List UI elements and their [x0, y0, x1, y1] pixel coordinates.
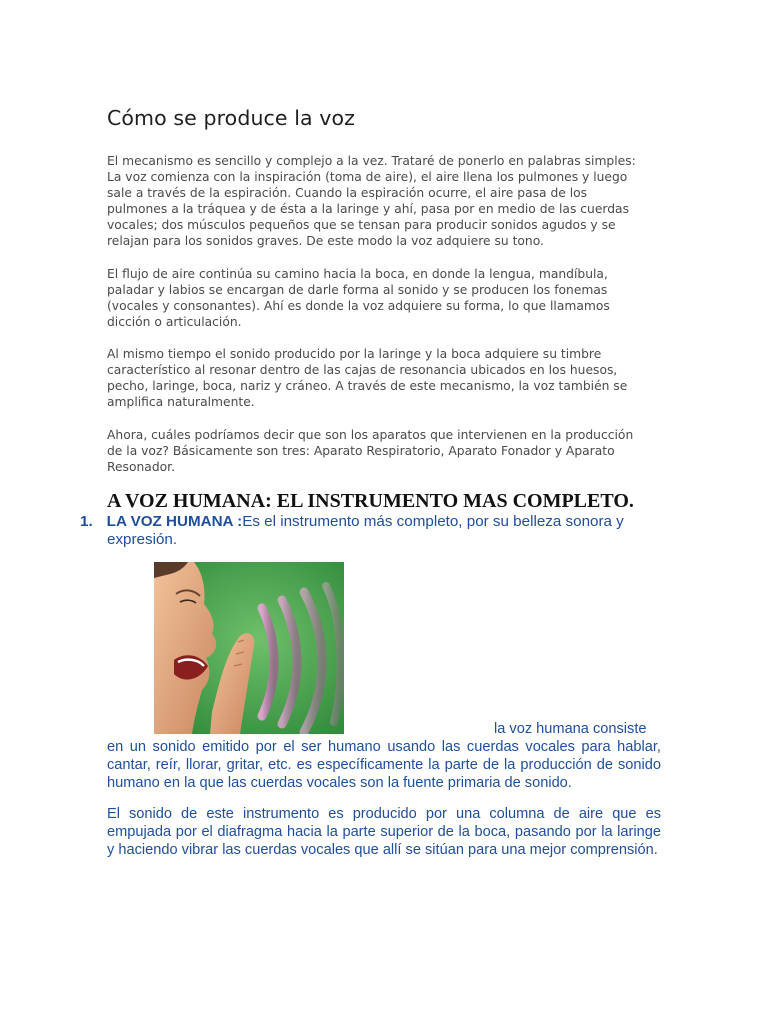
paragraph-apparatus: Ahora, cuáles podríamos decir que son los aparatos que intervienen en la producción de la voz? Básicamente son tres: Aparato Respiratorio, Aparato Fonador y Aparato Resonador.: [107, 428, 634, 474]
item-number: 1.: [80, 513, 93, 530]
paragraph-definition-body: en un sonido emitido por el ser humano usando las cuerdas vocales para hablar, cantar, reír, llorar, gritar, etc. es específicamente la parte de la producción de sonido humano en la que las cuerdas vocales son la fuente primaria de sonido.: [107, 739, 661, 791]
item-lead: LA VOZ HUMANA :: [106, 513, 243, 530]
item-text: Es el instrumento más completo, por su belleza sonora y: [242, 513, 624, 530]
paragraph-resonance: Al mismo tiempo el sonido producido por la laringe y la boca adquiere su timbre característico al resonar dentro de las cajas de resonancia ubicados en los huesos, pecho, laringe, boca, nariz y cráneo. A través de este mecanismo, la voz también se amplifica naturalmente.: [107, 347, 628, 409]
paragraph-definition-lead: la voz humana consiste: [494, 721, 647, 737]
paragraph-airflow: El flujo de aire continúa su camino hacia la boca, en donde la lengua, mandíbula, paladar y labios se encargan de darle forma al sonido y se producen los fonemas (vocales y consonantes). Ahí es donde la voz adquiere su forma, lo que llamamos dicción o articulación.: [107, 267, 610, 329]
paragraph-mechanism: El mecanismo es sencillo y complejo a la vez. Trataré de ponerlo en palabras simples: La voz comienza con la inspiración (toma de aire), el aire llena los pulmones y luego sale a través de la espiración. Cuando la espiración ocurre, el aire pasa de los pulmones a la tráquea y de ésta a la laringe y ahí, pasa por en medio de las cuerdas vocales; dos músculos pequeños que se tensan para producir sonidos agudos y se relajan para los sonidos graves. De este modo la voz adquiere su tono.: [107, 154, 636, 248]
person-shouting-illustration: [154, 562, 344, 734]
page-title: Cómo se produce la voz: [107, 106, 356, 130]
item-text-continued: expresión.: [107, 531, 178, 548]
section-heading: A VOZ HUMANA: EL INSTRUMENTO MAS COMPLETO.: [107, 490, 634, 512]
numbered-item: [80, 513, 662, 549]
person-shouting-sound-waves-icon: [154, 562, 344, 734]
paragraph-air-column: El sonido de este instrumento es producido por una columna de aire que es empujada por el diafragma hacia la parte superior de la boca, pasando por la laringe y haciendo vibrar las cuerdas vocales que allí se sitúan para una mejor comprensión.: [107, 806, 661, 858]
paragraph-definition: [107, 720, 661, 792]
